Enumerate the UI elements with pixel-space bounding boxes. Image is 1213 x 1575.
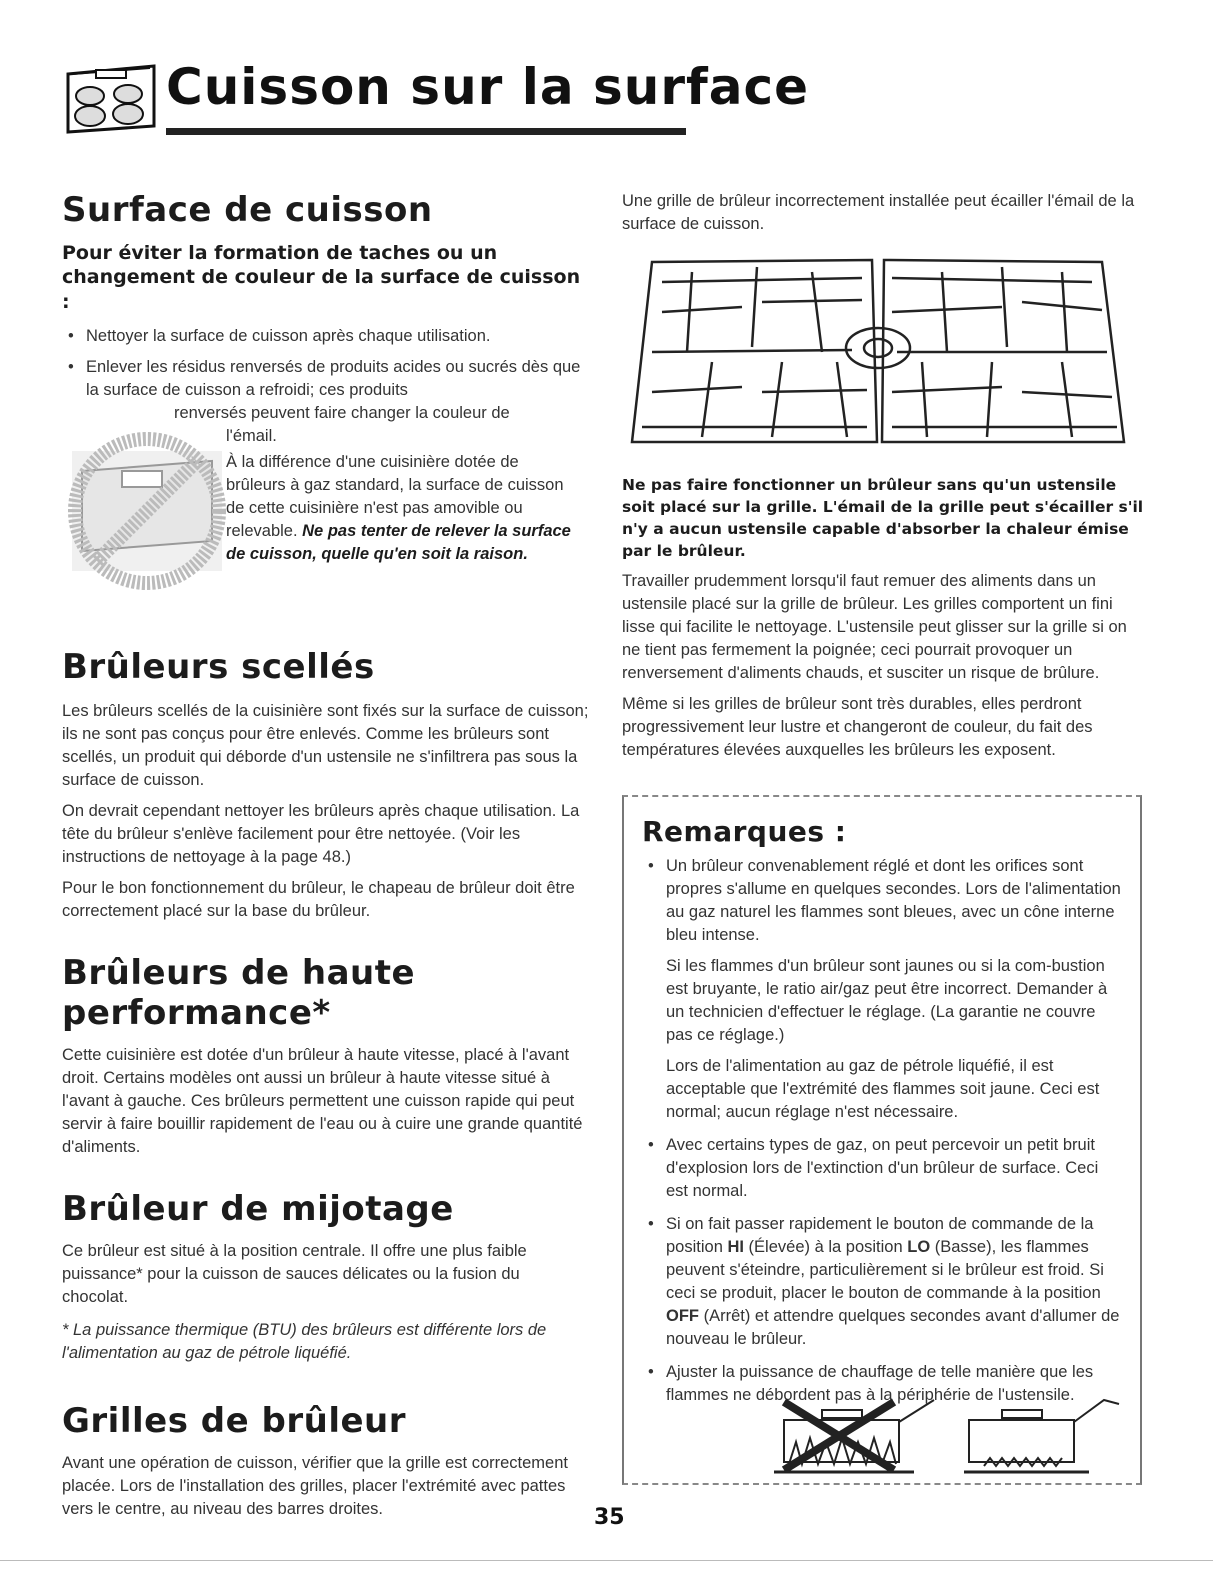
grate-p1: Travailler prudemment lorsqu'il faut remuer des aliments dans un ustensile placé sur la grille de brûleur. Les grilles comportent un fini lisse qui facilite le nettoyage. L'ustensile peut glisser sur la grille si on ne tient pas fermement la poignée; ceci pourrait provoquer un renversement d'aliments chauds, et susciter un risque de brûlure. (622, 572, 1127, 682)
surface-paragraph (226, 451, 576, 566)
sealed-p3: Pour le bon fonctionnement du brûleur, le chapeau de brûleur doit être correctement placé sur la base du brûleur. (62, 878, 575, 920)
high-p1: Cette cuisinière est dotée d'un brûleur à haute vitesse, placé à l'avant droit. Certains modèles ont aussi un brûleur à haute vitesse situé à l'avant à gauche. Ces brûleurs permettent une cuisson rapide qui peut servir à faire bouillir rapidement de l'eau ou à cuire une grande quantité d'aliments. (62, 1046, 583, 1157)
surface-bullet-1: • Nettoyer la surface de cuisson après chaque utilisation. (62, 325, 590, 348)
lo-label: LO (907, 1237, 931, 1256)
left-column (62, 190, 590, 1521)
grate-p2: Même si les grilles de brûleur sont très durables, elles perdront progressivement leur lustre et changeront de couleur, du fait des températures élevées auxquelles les brûleurs les exposent. (622, 695, 1093, 759)
surface-paragraph-text: À la différence d'une cuisinière dotée de brûleurs à gaz standard, la surface de cuisson de cette cuisinière n'est pas amovible ou relevable. (226, 452, 564, 540)
sealed-heading: Brûleurs scellés (62, 646, 375, 687)
remarks-bullet-1: • Un brûleur convenablement réglé et dont les orifices sont propres s'allume en quelques secondes. Lors de l'alimentation au gaz naturel les flammes sont bleues, avec un cône interne bleu intense. (642, 855, 1122, 947)
sealed-p1: Les brûleurs scellés de la cuisinière sont fixés sur la surface de cuisson; ils ne sont pas conçus pour être enlevés. Comme les brûleurs sont scellés, un produit qui déborde d'un ustensile ne s'infiltrera pas sous la surface de cuisson. (62, 701, 589, 789)
grates-p1: Avant une opération de cuisson, vérifier que la grille est correctement placée. Lors de l'installation des grilles, placer l'extrémité avec pattes vers le centre, au niveau des barres droites. (62, 1453, 568, 1518)
remarks-bullet-3 (642, 1213, 1122, 1351)
remarks-b3-text-1: Si on fait passer rapidement le bouton de commande de la position (666, 1214, 1094, 1256)
hi-label: HI (727, 1237, 744, 1256)
remarks-bullet-4: • Ajuster la puissance de chauffage de telle manière que les flammes ne débordent pas à la périphérie de l'ustensile. (642, 1361, 1106, 1407)
cooktop-icon (62, 56, 160, 136)
remarks-box (622, 795, 1142, 1485)
remarks-b3-text-4: (Arrêt) et attendre quelques secondes avant d'allumer de nouveau le brûleur. (666, 1306, 1120, 1348)
remarks-bullet-1-p3: Lors de l'alimentation au gaz de pétrole liquéfié, il est acceptable que l'extrémité des flammes soit jaune. Ceci est normal; aucun réglage n'est nécessaire. (666, 1056, 1100, 1121)
high-heading-2: performance* (62, 993, 331, 1034)
grates-heading: Grilles de brûleur (62, 1401, 407, 1442)
burner-grates-icon (622, 252, 1132, 452)
surface-heading: Surface de cuisson (62, 190, 433, 230)
remarks-b3-text-3: (Basse), les flammes peuvent s'éteindre, particulièrement si le brûleur est froid. Si ceci se produit, placer le bouton de commande à la position (666, 1237, 1104, 1302)
right-column (622, 190, 1147, 762)
no-lift-cooktop-icon (62, 431, 232, 591)
grate-warning: Ne pas faire fonctionner un brûleur sans qu'un ustensile soit placé sur la grille. L'émail de la grille peut s'écailler s'il n'y a aucun ustensile capable d'absorber la chaleur émise par le brûleur. (622, 476, 1144, 560)
remarks-bullet-2: • Avec certains types de gaz, on peut percevoir un petit bruit d'explosion lors de l'extinction d'un brûleur de surface. Ceci est normal. (642, 1134, 1122, 1203)
title-underline (166, 128, 686, 135)
page-number: 35 (594, 1505, 625, 1530)
surface-bullet-2a: • Enlever les résidus renversés de produits acides ou sucrés dès que la surface de cuisson a refroidi; ces produits (62, 356, 590, 402)
remarks-bullet-1-p2: Si les flammes d'un brûleur sont jaunes ou si la com-bustion est bruyante, le ratio air/gaz peut être incorrect. Demander à un technicien d'effectuer le réglage. (La garantie ne couvre pas ce réglage.) (666, 956, 1108, 1044)
page-title: Cuisson sur la surface (166, 58, 810, 116)
bottom-rule (0, 1560, 1213, 1561)
off-label: OFF (666, 1306, 699, 1325)
sealed-p2: On devrait cependant nettoyer les brûleurs après chaque utilisation. La tête du brûleur s'enlève facilement pour être nettoyée. (Voir les instructions de nettoyage à la page 48.) (62, 801, 580, 866)
surface-bullet-2c: l'émail. (226, 426, 277, 445)
surface-bullet-2b: renversés peuvent faire changer la couleur de (174, 403, 510, 422)
surface-warning: Ne pas tenter de relever la surface de cuisson, quelle qu'en soit la raison. (226, 521, 571, 563)
simmer-heading: Brûleur de mijotage (62, 1189, 454, 1230)
high-heading-1: Brûleurs de haute (62, 952, 416, 993)
flame-size-pans-icon (774, 1392, 1134, 1478)
remarks-heading: Remarques : (642, 815, 847, 848)
surface-subheading: Pour éviter la formation de taches ou un changement de couleur de la surface de cuisson : (62, 241, 581, 314)
simmer-note: * La puissance thermique (BTU) des brûleurs est différente lors de l'alimentation au gaz de pétrole liquéfié. (62, 1321, 547, 1363)
remarks-b3-text-2: (Élevée) à la position (743, 1237, 908, 1256)
grate-intro: Une grille de brûleur incorrectement installée peut écailler l'émail de la surface de cuisson. (622, 192, 1135, 233)
simmer-p1: Ce brûleur est situé à la position centrale. Il offre une plus faible puissance* pour la cuisson de sauces délicates ou la fusion du chocolat. (62, 1242, 527, 1307)
